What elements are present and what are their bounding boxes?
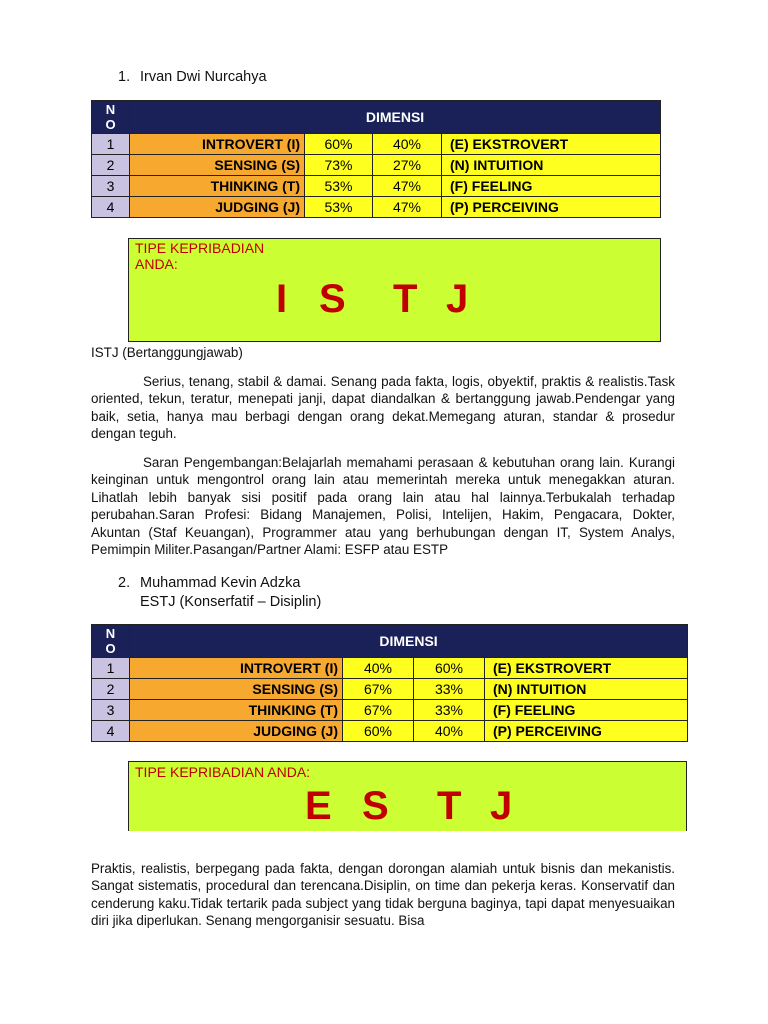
type-letters xyxy=(0,277,768,321)
type-letter: S xyxy=(362,784,389,828)
right-dimension: (N) INTUITION xyxy=(442,155,661,176)
right-dimension: (E) EKSTROVERT xyxy=(442,134,661,155)
left-dimension: THINKING (T) xyxy=(130,700,343,721)
table-row xyxy=(92,197,661,218)
right-percent: 40% xyxy=(373,134,442,155)
dimension-table-2 xyxy=(91,624,688,742)
left-percent: 73% xyxy=(305,155,373,176)
right-percent: 47% xyxy=(373,176,442,197)
left-dimension: JUDGING (J) xyxy=(130,721,343,742)
right-percent: 33% xyxy=(414,679,485,700)
row-number: 3 xyxy=(92,700,130,721)
type-letter: J xyxy=(490,784,513,828)
left-percent: 53% xyxy=(305,197,373,218)
list-number: 1. xyxy=(118,69,131,85)
person1-heading xyxy=(118,67,267,87)
person2-heading xyxy=(118,573,300,593)
left-dimension: THINKING (T) xyxy=(130,176,305,197)
row-number: 1 xyxy=(92,134,130,155)
left-dimension: JUDGING (J) xyxy=(130,197,305,218)
left-dimension: SENSING (S) xyxy=(130,155,305,176)
right-dimension: (N) INTUITION xyxy=(485,679,688,700)
description-paragraph: Serius, tenang, stabil & damai. Senang pada fakta, logis, obyektif, praktis & realistis.Task oriented, tekun, teratur, menepati janji, dapat diandalkan & bertanggung jawab.Pendengar yang baik, setia, hanya mau berbagi dengan orang dekat.Memegang aturan, standar & prosedur dengan teguh. xyxy=(91,374,675,442)
row-number: 4 xyxy=(92,197,130,218)
right-dimension: (F) FEELING xyxy=(442,176,661,197)
type-letter: S xyxy=(319,277,346,321)
table-row xyxy=(92,700,688,721)
type-caption: ISTJ (Bertanggungjawab) xyxy=(91,345,243,360)
no-header: N O xyxy=(92,101,130,134)
type-letter: E xyxy=(305,784,332,828)
table-row xyxy=(92,134,661,155)
table-row xyxy=(92,721,688,742)
right-dimension: (F) FEELING xyxy=(485,700,688,721)
right-percent: 40% xyxy=(414,721,485,742)
suggestion-paragraph: Saran Pengembangan:Belajarlah memahami perasaan & kebutuhan orang lain. Kurangi keinginan untuk mengontrol orang lain atau memerintah mereka untuk menegakkan aturan. Lihatlah lebih banyak sisi positif pada orang lain atau hal lainnya.Terbukalah terhadap perubahan.Saran Profesi: Bidang Manajemen, Polisi, Intelijen, Hakim, Pengacara, Dokter, Akuntan (Staf Keuangan), Programmer atau yang berhubungan dengan IT, System Analys, Pemimpin Militer.Pasangan/Partner Alami: ESFP atau ESTP xyxy=(91,455,675,558)
type-label: TIPE KEPRIBADIAN ANDA: xyxy=(135,240,265,272)
row-number: 2 xyxy=(92,679,130,700)
right-percent: 27% xyxy=(373,155,442,176)
row-number: 2 xyxy=(92,155,130,176)
type-letters xyxy=(0,784,768,828)
right-percent: 47% xyxy=(373,197,442,218)
type-letter: T xyxy=(393,277,418,321)
no-header: N O xyxy=(92,625,130,658)
left-dimension: INTROVERT (I) xyxy=(130,658,343,679)
type-label: TIPE KEPRIBADIAN ANDA: xyxy=(135,764,311,780)
left-dimension: INTROVERT (I) xyxy=(130,134,305,155)
dimension-table-1 xyxy=(91,100,661,218)
type-letter: I xyxy=(276,277,288,321)
right-percent: 60% xyxy=(414,658,485,679)
dimensi-header: DIMENSI xyxy=(130,625,688,658)
left-percent: 53% xyxy=(305,176,373,197)
left-percent: 67% xyxy=(343,679,414,700)
row-number: 1 xyxy=(92,658,130,679)
type-letter: T xyxy=(437,784,462,828)
table-row xyxy=(92,658,688,679)
right-dimension: (P) PERCEIVING xyxy=(442,197,661,218)
dimensi-header: DIMENSI xyxy=(130,101,661,134)
table-row xyxy=(92,155,661,176)
table-row xyxy=(92,176,661,197)
row-number: 3 xyxy=(92,176,130,197)
person-name: Irvan Dwi Nurcahya xyxy=(140,69,267,85)
type-letter: J xyxy=(446,277,469,321)
list-number: 2. xyxy=(118,575,131,591)
right-dimension: (P) PERCEIVING xyxy=(485,721,688,742)
right-percent: 33% xyxy=(414,700,485,721)
left-dimension: SENSING (S) xyxy=(130,679,343,700)
left-percent: 40% xyxy=(343,658,414,679)
person2-subtitle: ESTJ (Konserfatif – Disiplin) xyxy=(140,594,322,610)
left-percent: 60% xyxy=(305,134,373,155)
right-dimension: (E) EKSTROVERT xyxy=(485,658,688,679)
person-name: Muhammad Kevin Adzka xyxy=(140,575,301,591)
description-paragraph: Praktis, realistis, berpegang pada fakta, dengan dorongan alamiah untuk bisnis dan mekanistis. Sangat sistematis, procedural dan terencana.Disiplin, on time dan pekerja keras. Konservatif dan cenderung kaku.Tidak tertarik pada subject yang tidak berguna baginya, tapi dapat menyesuaikan diri jika diperlukan. Senang mengorganisir sesuatu. Bisa xyxy=(91,861,675,929)
left-percent: 60% xyxy=(343,721,414,742)
row-number: 4 xyxy=(92,721,130,742)
left-percent: 67% xyxy=(343,700,414,721)
table-row xyxy=(92,679,688,700)
